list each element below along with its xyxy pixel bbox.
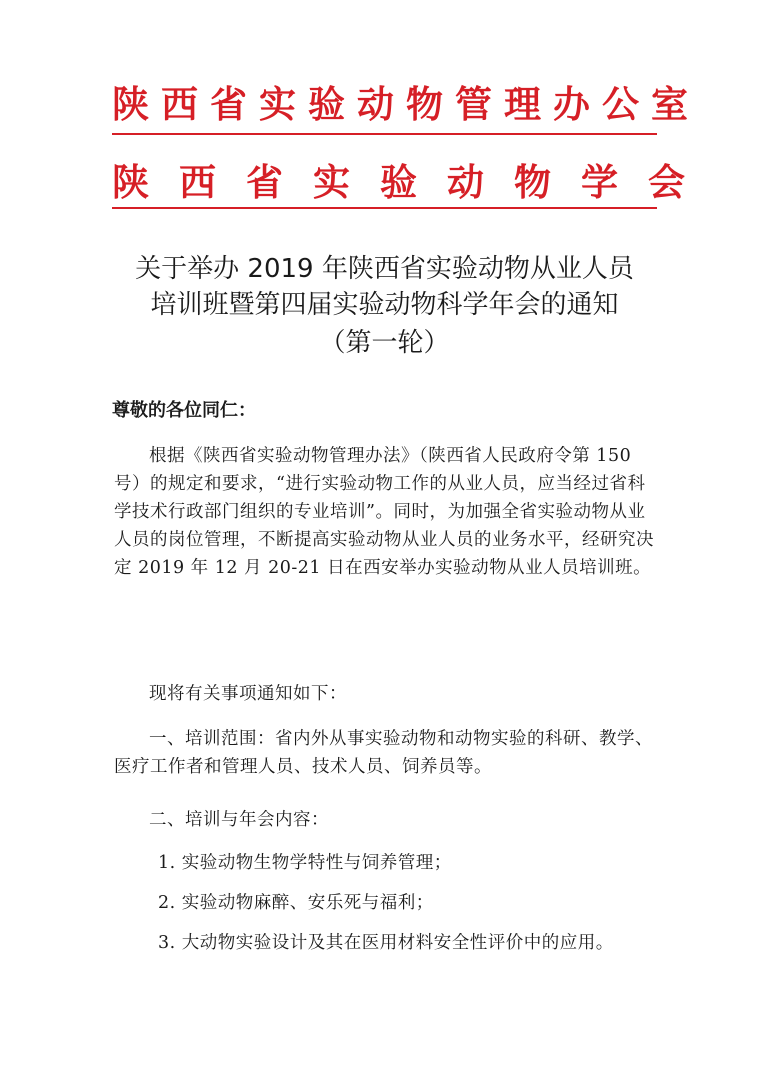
header-org-line-1: 陕西省实验动物管理办公室 [112,83,700,126]
intro-paragraph-block [114,442,662,582]
title-line-1: 关于举办 2019 年陕西省实验动物从业人员 [135,254,634,284]
header-divider-2 [112,207,657,209]
title-line-3: （第一轮） [319,328,450,358]
salutation: 尊敬的各位同仁： [112,400,256,421]
notice-paragraph: 现将有关事项通知如下： [149,684,347,704]
header-org-line-2: 陕西省实验动物学会 [112,161,715,204]
scope-paragraph-block [114,725,662,781]
scope-paragraph: 一、培训范围：省内外从事实验动物和动物实验的科研、教学、医疗工作者和管理人员、技术人员、饲养员等。 [114,729,653,777]
content-item-1-block [114,849,662,877]
header-divider-1 [112,133,657,135]
content-item-1: 1. 实验动物生物学特性与饲养管理； [158,853,452,873]
content-heading: 二、培训与年会内容： [149,810,329,830]
content-item-3: 3. 大动物实验设计及其在医用材料安全性评价中的应用。 [158,933,614,953]
intro-paragraph: 根据《陕西省实验动物管理办法》（陕西省人民政府令第 150 号）的规定和要求，“进行实验动物工作的从业人员，应当经过省科学技术行政部门组织的专业培训”。同时，为加强全省实验动物从业人员的岗位管理，不断提高实验动物从业人员的业务水平，经研究决定 2019 年 12 月 20-21 日在西安举办实验动物从业人员培训班。 [114,446,654,578]
notice-paragraph-block [114,680,662,708]
content-item-3-block [114,929,662,957]
title-line-2: 培训班暨第四届实验动物科学年会的通知 [150,290,619,320]
content-item-2: 2. 实验动物麻醉、安乐死与福利； [158,893,434,913]
content-heading-block [114,806,662,834]
content-item-2-block [114,889,662,917]
